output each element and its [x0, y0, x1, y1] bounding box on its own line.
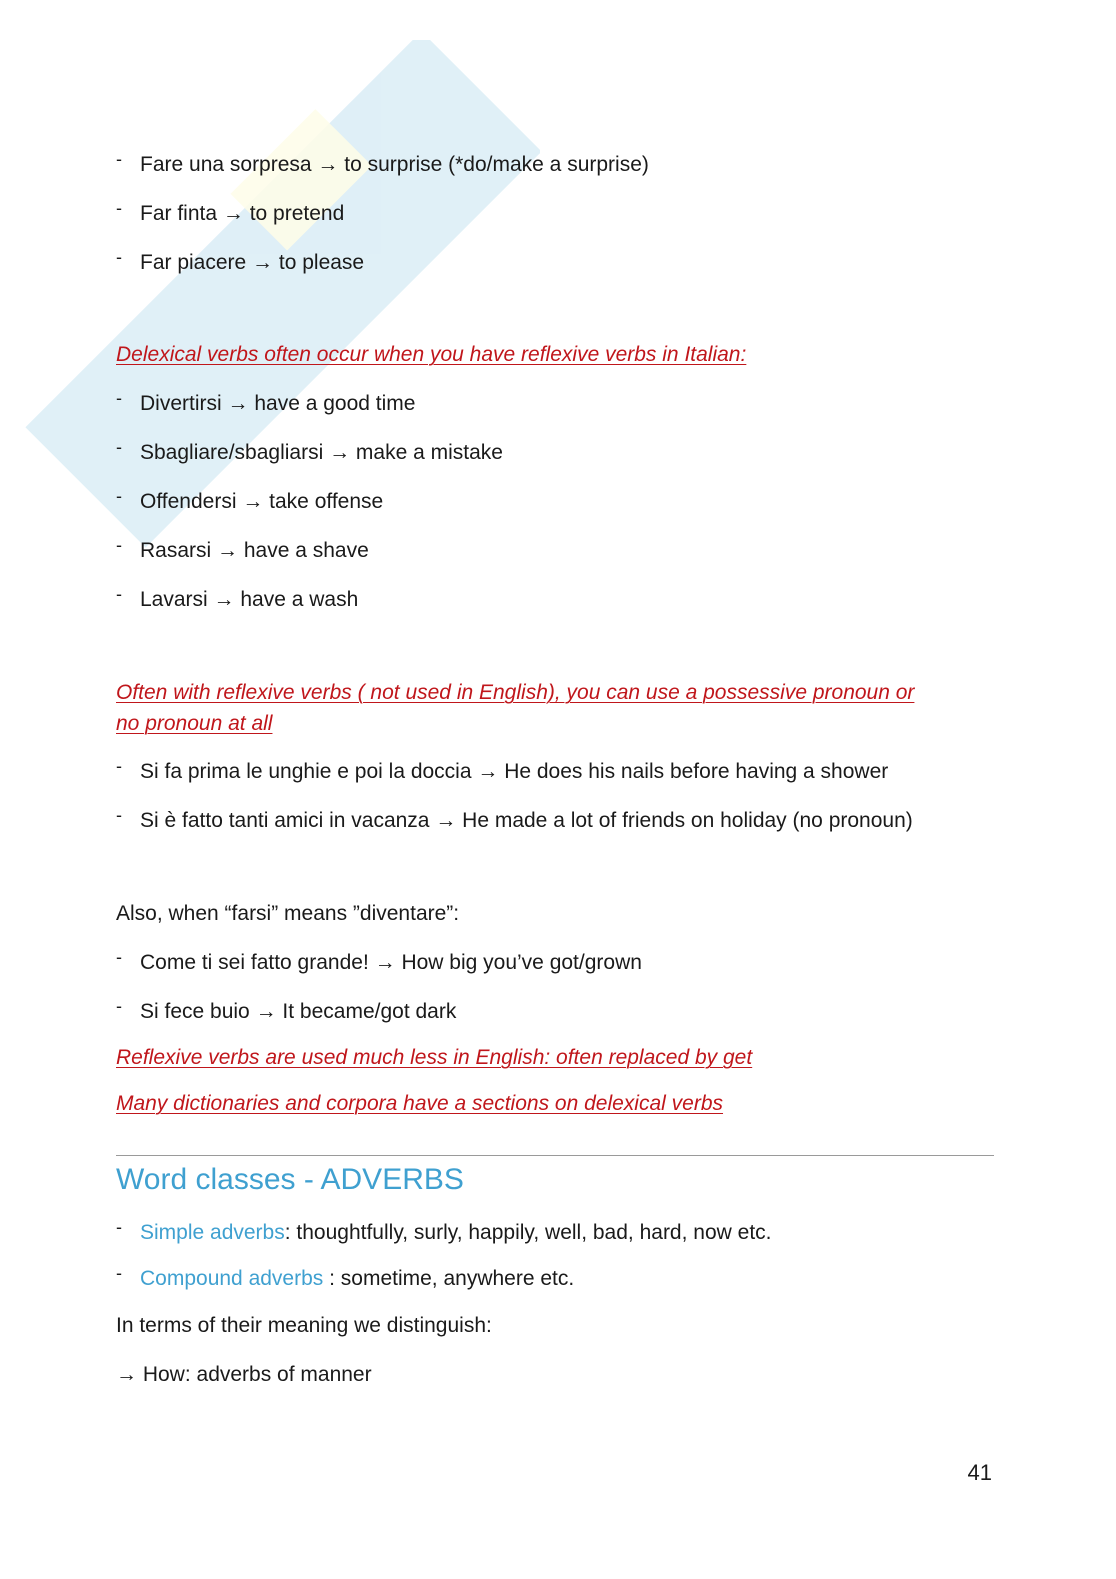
bullet-dash: -: [116, 1263, 122, 1283]
term-description: : thoughtfully, surly, happily, well, bad, hard, now etc.: [284, 1221, 772, 1244]
bullet-dash: -: [116, 388, 122, 408]
section-divider: [116, 1155, 994, 1156]
bullet-dash: -: [116, 584, 122, 604]
term-description: : sometime, anywhere etc.: [323, 1267, 575, 1290]
bullet-dash: -: [116, 486, 122, 506]
list-item-text: Offendersi → take offense: [140, 490, 384, 513]
bullet-dash: -: [116, 805, 122, 825]
list-item-text: Si è fatto tanti amici in vacanza → He made a lot of friends on holiday (no pronoun): [140, 809, 913, 832]
red-note: Delexical verbs often occur when you have reflexive verbs in Italian:: [116, 343, 747, 366]
bullet-dash: -: [116, 1217, 122, 1237]
list-item-text: Rasarsi → have a shave: [140, 539, 369, 562]
bullet-dash: -: [116, 535, 122, 555]
bullet-dash: -: [116, 996, 122, 1016]
section-heading: Word classes - ADVERBS: [116, 1163, 464, 1196]
red-note: no pronoun at all: [116, 712, 273, 735]
list-item-text: Si fa prima le unghie e poi la doccia → He does his nails before having a shower: [140, 760, 889, 783]
red-note: Often with reflexive verbs ( not used in English), you can use a possessive pronoun or: [116, 681, 915, 704]
list-item-text: Fare una sorpresa → to surprise (*do/make a surprise): [140, 153, 649, 176]
paragraph: In terms of their meaning we distinguish:: [116, 1314, 492, 1337]
page-number: 41: [967, 1460, 992, 1485]
list-item-text: Si fece buio → It became/got dark: [140, 1000, 457, 1023]
list-item-text: [140, 1264, 574, 1294]
red-note: Reflexive verbs are used much less in English: often replaced by get: [116, 1046, 753, 1069]
list-item-text: Far finta → to pretend: [140, 202, 345, 225]
paragraph: → How: adverbs of manner: [116, 1363, 372, 1386]
list-item-text: Divertirsi → have a good time: [140, 392, 416, 415]
bullet-dash: -: [116, 437, 122, 457]
term-highlight: Simple adverbs: [140, 1221, 285, 1244]
paragraph: Also, when “farsi” means ”diventare”:: [116, 902, 460, 925]
list-item-text: [140, 1218, 772, 1248]
bullet-dash: -: [116, 198, 122, 218]
bullet-dash: -: [116, 947, 122, 967]
list-item-text: Come ti sei fatto grande! → How big you’ve got/grown: [140, 951, 642, 974]
list-item-text: Lavarsi → have a wash: [140, 588, 359, 611]
list-item-text: Sbagliare/sbagliarsi → make a mistake: [140, 441, 503, 464]
bullet-dash: -: [116, 149, 122, 169]
bullet-dash: -: [116, 756, 122, 776]
bullet-dash: -: [116, 247, 122, 267]
term-highlight: Compound adverbs: [140, 1267, 324, 1290]
red-note: Many dictionaries and corpora have a sections on delexical verbs: [116, 1092, 724, 1115]
list-item-text: Far piacere → to please: [140, 251, 365, 274]
